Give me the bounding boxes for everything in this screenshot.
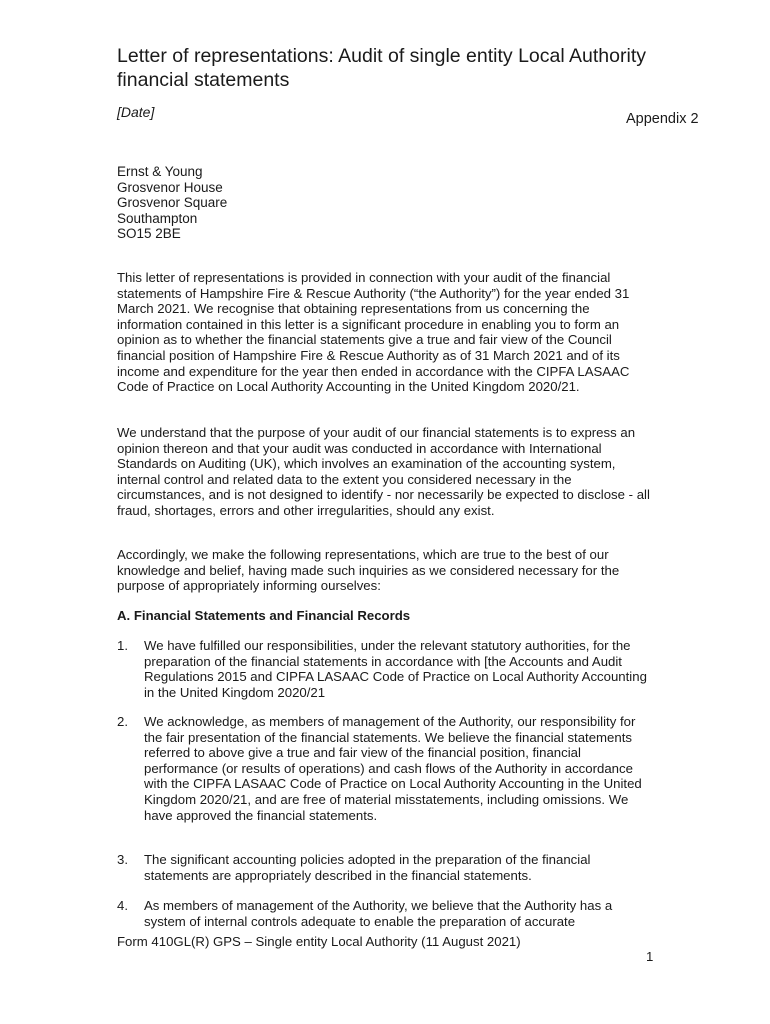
item-number: 3. <box>117 852 128 867</box>
address-line: Grosvenor Square <box>117 195 228 211</box>
item-text: We acknowledge, as members of management of the Authority, our responsibility for the fair presentation of the financial statements. We believe the financial statements referred to above give a true and fair view of the financial position, financial performance (or results of operations) and cash flows of the Authority in accordance with the CIPFA LASAAC Code of Practice on Local Authority Accounting in the United Kingdom 2020/21, and are free of material misstatements, including omissions. We have approved the financial statements. <box>144 714 642 823</box>
list-item <box>117 898 657 929</box>
section-heading: A. Financial Statements and Financial Records <box>117 608 411 623</box>
item-number: 4. <box>117 898 128 913</box>
address-line: Ernst & Young <box>117 164 203 179</box>
list-item <box>117 638 657 700</box>
item-text: The significant accounting policies adopted in the preparation of the financial statements are appropriately described in the financial statements. <box>144 852 591 883</box>
address-line: Grosvenor House <box>117 179 223 195</box>
address-line: SO15 2BE <box>117 226 181 242</box>
footer-form-label: Form 410GL(R) GPS – Single entity Local Authority (11 August 2021) <box>117 934 521 949</box>
page-number: 1 <box>646 949 654 964</box>
date-placeholder: [Date] <box>117 104 155 120</box>
recipient-address <box>117 164 227 242</box>
item-number: 1. <box>117 638 128 653</box>
address-line: Southampton <box>117 210 198 226</box>
item-number: 2. <box>117 714 128 729</box>
representations-paragraph: Accordingly, we make the following representations, which are true to the best of our knowledge and belief, having made such inquiries as we considered necessary for the purpose of appropriately informing ourselves: <box>117 547 620 594</box>
item-text: We have fulfilled our responsibilities, under the relevant statutory authorities, for the preparation of the financial statements in accordance with [the Accounts and Audit Regulations 2015 and CIPFA LASAAC Code of Practice on Local Authority Accounting in the United Kingdom 2020/21 <box>144 638 647 700</box>
item-text: As members of management of the Authority, we believe that the Authority has a system of internal controls adequate to enable the preparation of accurate <box>144 898 613 929</box>
list-item <box>117 852 657 883</box>
appendix-label: Appendix 2 <box>626 111 699 127</box>
intro-paragraph: This letter of representations is provided in connection with your audit of the financial statements of Hampshire Fire & Rescue Authority (“the Authority”) for the year ended 31 March 2021. We recognise that obtaining representations from us concerning the information contained in this letter is a significant procedure in enabling you to form an opinion as to whether the financial statements give a true and fair view of the Council financial position of Hampshire Fire & Rescue Authority as of 31 March 2021 and of its income and expenditure for the year then ended in accordance with the CIPFA LASAAC Code of Practice on Local Authority Accounting in the United Kingdom 2020/21. <box>117 270 630 395</box>
purpose-paragraph: We understand that the purpose of your audit of our financial statements is to express an opinion thereon and that your audit was conducted in accordance with International Standards on Auditing (UK), which involves an examination of the accounting system, internal control and related data to the extent you considered necessary in the circumstances, and is not designed to identify - nor necessarily be expected to disclose - all fraud, shortages, errors and other irregularities, should any exist. <box>117 425 650 518</box>
list-item <box>117 714 657 823</box>
page-title: Letter of representations: Audit of single entity Local Authority financial statements <box>117 45 646 91</box>
